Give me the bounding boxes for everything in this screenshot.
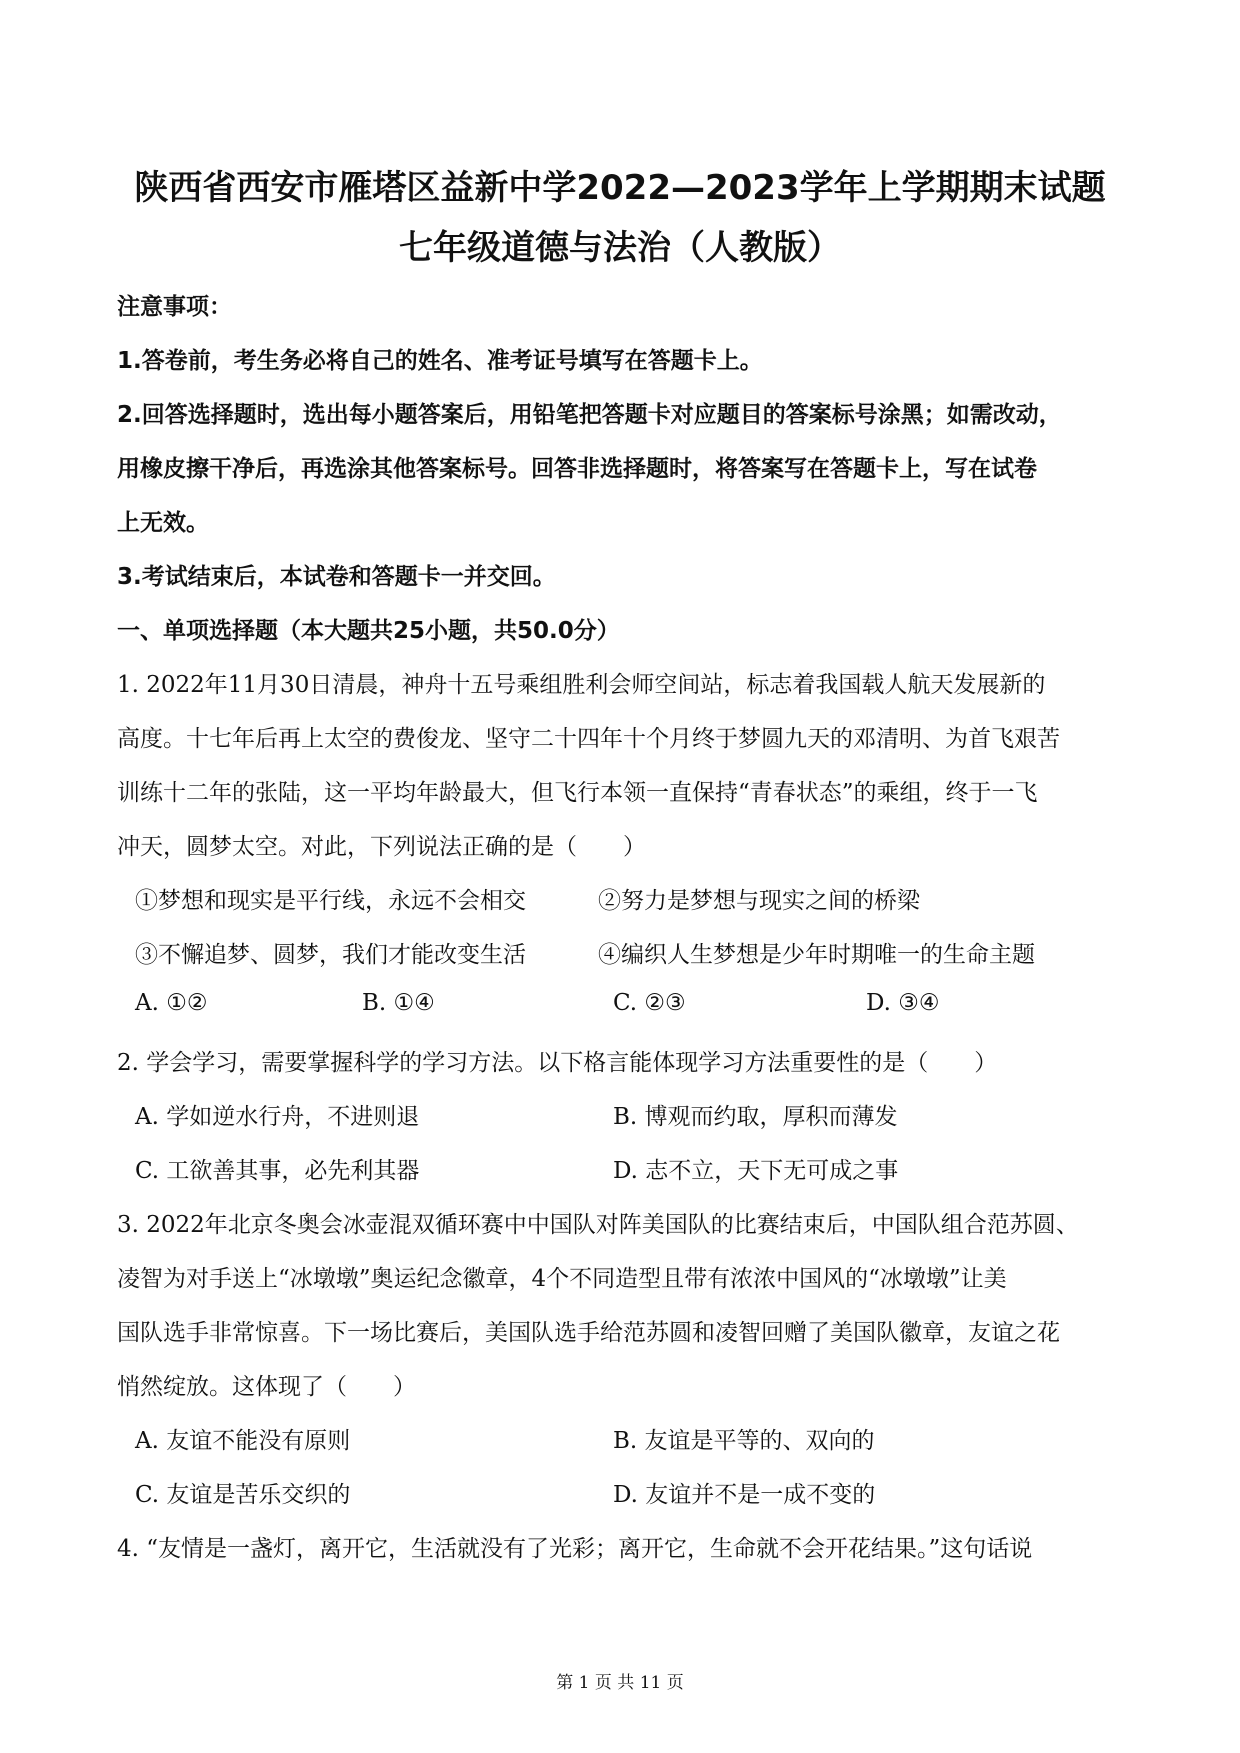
q3-line-1: 3. 2022年北京冬奥会冰壶混双循环赛中中国队对阵美国队的比赛结束后，中国队组合范苏圆、 <box>117 1212 1079 1238</box>
notice-item-2-line-2: 用橡皮擦干净后，再选涂其他答案标号。回答非选择题时，将答案写在答题卡上，写在试卷 <box>117 456 1037 482</box>
q3-option-b: B. 友谊是平等的、双向的 <box>613 1428 875 1454</box>
q1-option-d: D. ③④ <box>866 990 940 1016</box>
q1-statement-1: ①梦想和现实是平行线，永远不会相交 <box>135 888 526 914</box>
q2-option-d: D. 志不立，天下无可成之事 <box>613 1158 899 1184</box>
page-footer: 第 1 页 共 11 页 <box>556 1673 684 1693</box>
notice-item-2-line-1: 2.回答选择题时，选出每小题答案后，用铅笔把答题卡对应题目的答案标号涂黑；如需改动， <box>117 402 1062 428</box>
notice-item-1: 1.答卷前，考生务必将自己的姓名、准考证号填写在答题卡上。 <box>117 348 763 374</box>
q3-line-2: 凌智为对手送上“冰墩墩”奥运纪念徽章，4个不同造型且带有浓浓中国风的“冰墩墩”让美 <box>117 1266 1007 1292</box>
q3-line-4: 悄然绽放。这体现了（ ） <box>117 1374 416 1400</box>
q3-option-a: A. 友谊不能没有原则 <box>135 1428 351 1454</box>
q1-statement-4: ④编织人生梦想是少年时期唯一的生命主题 <box>598 942 1035 968</box>
q1-line-4: 冲天，圆梦太空。对此，下列说法正确的是（ ） <box>117 834 646 860</box>
notice-item-3: 3.考试结束后，本试卷和答题卡一并交回。 <box>117 564 556 590</box>
q3-option-c: C. 友谊是苦乐交织的 <box>135 1482 351 1508</box>
page-subtitle: 七年级道德与法治（人教版） <box>399 228 841 268</box>
q1-statement-3: ③不懈追梦、圆梦，我们才能改变生活 <box>135 942 526 968</box>
q1-line-3: 训练十二年的张陆，这一平均年龄最大，但飞行本领一直保持“青春状态”的乘组，终于一飞 <box>117 780 1038 806</box>
q2-line-1: 2. 学会学习，需要掌握科学的学习方法。以下格言能体现学习方法重要性的是（ ） <box>117 1050 998 1076</box>
q1-line-1: 1. 2022年11月30日清晨，神舟十五号乘组胜利会师空间站，标志着我国载人航天发展新的 <box>117 672 1046 698</box>
q3-line-3: 国队选手非常惊喜。下一场比赛后，美国队选手给范苏圆和凌智回赠了美国队徽章，友谊之花 <box>117 1320 1060 1346</box>
q1-statement-2: ②努力是梦想与现实之间的桥梁 <box>598 888 920 914</box>
q1-line-2: 高度。十七年后再上太空的费俊龙、坚守二十四年十个月终于梦圆九天的邓清明、为首飞艰苦 <box>117 726 1060 752</box>
q1-option-b: B. ①④ <box>362 990 435 1016</box>
page-title: 陕西省西安市雁塔区益新中学2022—2023学年上学期期末试题 <box>134 168 1106 208</box>
q2-option-c: C. 工欲善其事，必先利其器 <box>135 1158 420 1184</box>
q1-option-a: A. ①② <box>135 990 208 1016</box>
notice-item-2-line-3: 上无效。 <box>117 510 209 536</box>
q1-option-c: C. ②③ <box>613 990 686 1016</box>
q3-option-d: D. 友谊并不是一成不变的 <box>613 1482 876 1508</box>
q2-option-a: A. 学如逆水行舟，不进则退 <box>135 1104 420 1130</box>
section-heading: 一、单项选择题（本大题共25小题，共50.0分） <box>117 618 620 644</box>
notice-heading: 注意事项： <box>117 294 232 320</box>
q2-option-b: B. 博观而约取，厚积而薄发 <box>613 1104 898 1130</box>
q4-line-1: 4. “友情是一盏灯，离开它，生活就没有了光彩；离开它，生命就不会开花结果。”这句话说 <box>117 1536 1033 1562</box>
